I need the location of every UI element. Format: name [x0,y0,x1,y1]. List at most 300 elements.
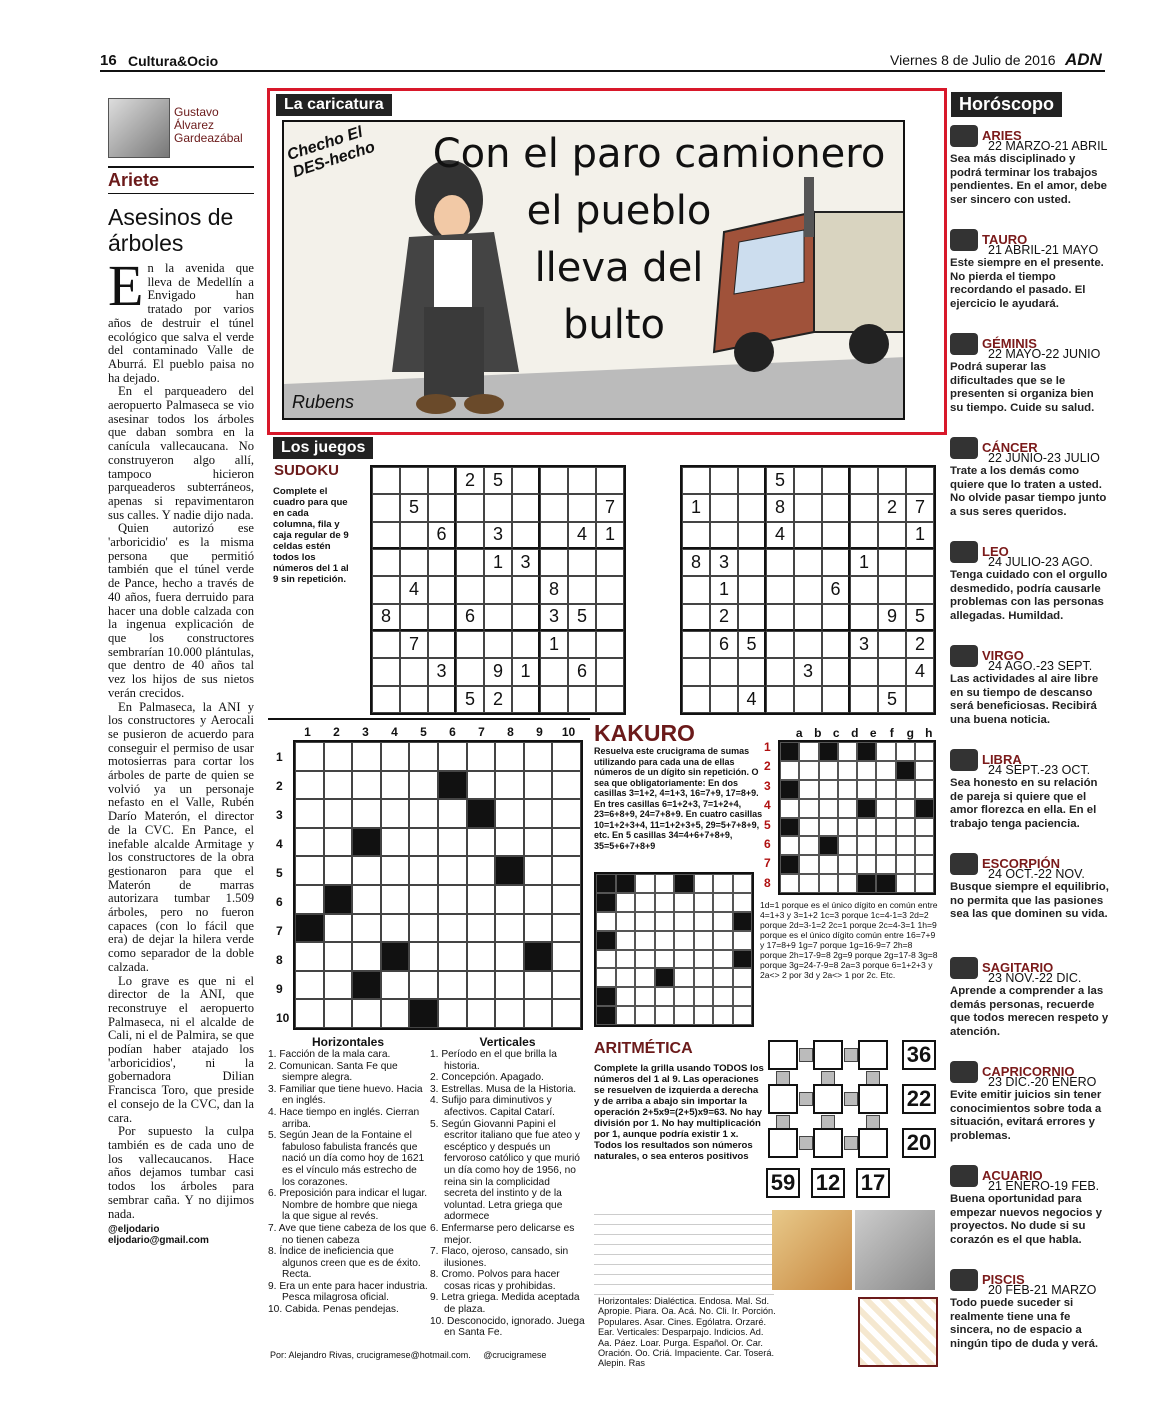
sudoku-cell[interactable] [794,467,822,494]
kakuro-cell[interactable] [713,950,733,969]
sudoku-cell[interactable] [456,631,484,658]
sudoku-cell[interactable] [400,549,428,576]
sudoku-cell[interactable]: 1 [850,549,878,576]
author-twitter[interactable]: @eljodario [108,1224,160,1236]
sudoku-cell[interactable]: 6 [568,658,596,685]
crossword-cell[interactable] [381,828,410,857]
aritmetica-cell[interactable] [813,1040,843,1070]
crossword-cell[interactable] [295,971,324,1000]
aritmetica-cell[interactable] [813,1084,843,1114]
kakuro-cell[interactable] [635,1006,655,1025]
sudoku-cell[interactable] [822,467,850,494]
sudoku-cell[interactable] [766,658,794,685]
sudoku-cell[interactable] [682,467,710,494]
sudoku-cell[interactable] [822,604,850,631]
sudoku-cell[interactable]: 1 [906,522,934,549]
aritmetica-cell[interactable] [813,1128,843,1158]
sudoku-cell[interactable]: 1 [682,494,710,521]
crossword-cell[interactable] [438,856,467,885]
sudoku-cell[interactable]: 2 [484,686,512,713]
sudoku-cell[interactable]: 5 [400,494,428,521]
kakuro-cell[interactable] [713,987,733,1006]
sudoku-cell[interactable] [710,494,738,521]
crossword-cell[interactable] [438,799,467,828]
kakuro-cell[interactable] [674,893,694,912]
sudoku-cell[interactable] [596,549,624,576]
sudoku-cell[interactable]: 3 [484,522,512,549]
kakuro-cell[interactable] [694,874,714,893]
sudoku-cell[interactable]: 8 [540,576,568,603]
sudoku-cell[interactable]: 7 [596,494,624,521]
kakuro-cell[interactable] [694,987,714,1006]
crossword-cell[interactable] [467,914,496,943]
crossword-cell[interactable] [324,914,353,943]
crossword-cell[interactable] [524,828,553,857]
sudoku-cell[interactable] [878,467,906,494]
sudoku-cell[interactable]: 2 [710,604,738,631]
kakuro-cell[interactable] [819,874,838,893]
sudoku-cell[interactable] [738,522,766,549]
crossword-cell[interactable] [495,914,524,943]
crossword-cell[interactable] [495,885,524,914]
sudoku-cell[interactable] [850,467,878,494]
kakuro-cell[interactable] [876,855,895,874]
sudoku-cell[interactable] [850,604,878,631]
sudoku-cell[interactable] [794,604,822,631]
kakuro-cell[interactable] [876,780,895,799]
crossword-cell[interactable] [324,742,353,771]
crossword-cell[interactable] [409,771,438,800]
sudoku-cell[interactable] [906,686,934,713]
kakuro-cell[interactable] [635,912,655,931]
crossword-cell[interactable] [524,799,553,828]
kakuro-cell[interactable] [838,818,857,837]
sudoku-cell[interactable] [400,658,428,685]
sudoku-cell[interactable] [568,549,596,576]
kakuro-cell[interactable] [915,742,934,761]
sudoku-cell[interactable] [878,658,906,685]
sudoku-cell[interactable]: 4 [400,576,428,603]
crossword-cell[interactable] [295,885,324,914]
aritmetica-cell[interactable] [858,1128,888,1158]
kakuro-cell[interactable] [616,893,636,912]
sudoku-cell[interactable]: 5 [484,467,512,494]
crossword-cell[interactable] [524,742,553,771]
crossword-cell[interactable] [524,771,553,800]
sudoku-cell[interactable] [738,658,766,685]
kakuro-cell[interactable] [857,780,876,799]
kakuro-cell[interactable] [616,987,636,1006]
kakuro-cell[interactable] [655,1006,675,1025]
kakuro-cell[interactable] [674,950,694,969]
sudoku-cell[interactable] [372,658,400,685]
sudoku-cell[interactable] [400,522,428,549]
crossword-cell[interactable] [438,828,467,857]
sudoku-cell[interactable] [484,576,512,603]
crossword-cell[interactable] [438,885,467,914]
sudoku-cell[interactable] [794,494,822,521]
sudoku-cell[interactable] [822,631,850,658]
sudoku-cell[interactable] [710,658,738,685]
sudoku-cell[interactable] [456,658,484,685]
kakuro-cell[interactable] [915,818,934,837]
sudoku-cell[interactable] [822,549,850,576]
kakuro-cell[interactable] [713,893,733,912]
sudoku-cell[interactable] [794,549,822,576]
sudoku-cell[interactable] [766,604,794,631]
sudoku-cell[interactable] [682,522,710,549]
crossword-cell[interactable] [552,828,581,857]
sudoku-cell[interactable]: 3 [428,658,456,685]
kakuro-cell[interactable] [876,836,895,855]
sudoku-cell[interactable]: 5 [456,686,484,713]
sudoku-cell[interactable] [540,467,568,494]
kakuro-cell[interactable] [838,855,857,874]
sudoku-cell[interactable] [568,467,596,494]
sudoku-cell[interactable] [878,631,906,658]
kakuro-cell[interactable] [799,761,818,780]
crossword-cell[interactable] [324,999,353,1028]
sudoku-cell[interactable]: 5 [906,604,934,631]
sudoku-cell[interactable] [822,686,850,713]
crossword-cell[interactable] [381,742,410,771]
sudoku-cell[interactable] [596,467,624,494]
aritmetica-cell[interactable] [858,1040,888,1070]
kakuro-cell[interactable] [780,799,799,818]
sudoku-cell[interactable] [428,631,456,658]
crossword-cell[interactable] [324,971,353,1000]
sudoku-cell[interactable] [766,631,794,658]
sudoku-cell[interactable] [682,658,710,685]
kakuro-cell[interactable] [819,799,838,818]
sudoku-cell[interactable] [428,467,456,494]
sudoku-cell[interactable] [512,494,540,521]
sudoku-cell[interactable] [682,604,710,631]
kakuro-cell[interactable] [674,912,694,931]
sudoku-cell[interactable]: 4 [738,686,766,713]
sudoku-cell[interactable] [794,522,822,549]
crossword-cell[interactable] [438,914,467,943]
kakuro-cell[interactable] [616,912,636,931]
kakuro-cell[interactable] [616,931,636,950]
kakuro-cell[interactable] [694,1006,714,1025]
sudoku-cell[interactable] [372,631,400,658]
crossword-cell[interactable] [467,856,496,885]
crossword-cell[interactable] [381,885,410,914]
crossword-cell[interactable] [352,942,381,971]
sudoku-cell[interactable]: 2 [456,467,484,494]
kakuro-cell[interactable] [596,968,616,987]
crossword-cell[interactable] [467,771,496,800]
crossword-cell[interactable] [381,999,410,1028]
crossword-cell[interactable] [409,971,438,1000]
kakuro-cell[interactable] [780,836,799,855]
kakuro-cell[interactable] [616,950,636,969]
kakuro-cell[interactable] [733,893,753,912]
kakuro-cell[interactable] [876,799,895,818]
sudoku-cell[interactable] [372,576,400,603]
sudoku-cell[interactable] [568,686,596,713]
sudoku-cell[interactable] [540,686,568,713]
kakuro-cell[interactable] [635,968,655,987]
sudoku-cell[interactable]: 3 [540,604,568,631]
sudoku-cell[interactable] [878,576,906,603]
sudoku-cell[interactable] [850,686,878,713]
sudoku-cell[interactable] [710,467,738,494]
author-email[interactable]: eljodario@gmail.com [108,1235,209,1247]
sudoku-cell[interactable] [596,686,624,713]
sudoku-cell[interactable]: 1 [484,549,512,576]
kakuro-cell[interactable] [780,761,799,780]
sudoku-cell[interactable]: 5 [568,604,596,631]
sudoku-cell[interactable] [512,576,540,603]
aritmetica-cell[interactable] [768,1128,798,1158]
crossword-cell[interactable] [552,971,581,1000]
sudoku-cell[interactable] [710,522,738,549]
crossword-cell[interactable] [552,799,581,828]
crossword-cell[interactable] [409,914,438,943]
kakuro-cell[interactable] [635,874,655,893]
kakuro-cell[interactable] [674,931,694,950]
sudoku-cell[interactable] [850,576,878,603]
sudoku-cell[interactable] [456,522,484,549]
crossword-cell[interactable] [552,742,581,771]
kakuro-cell[interactable] [915,855,934,874]
kakuro-cell[interactable] [838,799,857,818]
sudoku-cell[interactable] [484,604,512,631]
kakuro-cell[interactable] [674,1006,694,1025]
sudoku-cell[interactable]: 5 [738,631,766,658]
kakuro-cell[interactable] [655,950,675,969]
sudoku-cell[interactable] [400,604,428,631]
credit-handle[interactable]: @crucigramese [483,1350,547,1360]
sudoku-cell[interactable] [372,522,400,549]
kakuro-cell[interactable] [674,968,694,987]
crossword-cell[interactable] [495,971,524,1000]
kakuro-cell[interactable] [694,968,714,987]
sudoku-cell[interactable] [428,686,456,713]
sudoku-cell[interactable] [428,494,456,521]
kakuro-cell[interactable] [915,761,934,780]
kakuro-cell[interactable] [780,874,799,893]
sudoku-cell[interactable]: 8 [682,549,710,576]
sudoku-cell[interactable] [428,604,456,631]
crossword-cell[interactable] [467,971,496,1000]
crossword-cell[interactable] [438,742,467,771]
kakuro-cell[interactable] [799,799,818,818]
kakuro-cell[interactable] [616,1006,636,1025]
sudoku-cell[interactable] [794,631,822,658]
sudoku-cell[interactable] [596,604,624,631]
sudoku-cell[interactable] [822,658,850,685]
sudoku-cell[interactable] [906,549,934,576]
sudoku-cell[interactable]: 2 [906,631,934,658]
kakuro-cell[interactable] [596,950,616,969]
sudoku-cell[interactable]: 4 [568,522,596,549]
sudoku-cell[interactable] [456,549,484,576]
sudoku-cell[interactable]: 2 [878,494,906,521]
kakuro-cell[interactable] [915,780,934,799]
sudoku-cell[interactable]: 9 [878,604,906,631]
crossword-cell[interactable] [409,828,438,857]
crossword-cell[interactable] [381,971,410,1000]
kakuro-cell[interactable] [713,912,733,931]
kakuro-cell[interactable] [799,836,818,855]
sudoku-cell[interactable] [540,522,568,549]
kakuro-cell[interactable] [655,912,675,931]
crossword-cell[interactable] [524,856,553,885]
aritmetica-cell[interactable] [768,1084,798,1114]
sudoku-cell[interactable]: 3 [850,631,878,658]
crossword-cell[interactable] [295,799,324,828]
sudoku-cell[interactable] [400,467,428,494]
crossword-cell[interactable] [409,942,438,971]
crossword-cell[interactable] [324,856,353,885]
crossword-cell[interactable] [295,999,324,1028]
crossword-cell[interactable] [552,914,581,943]
crossword-cell[interactable] [438,999,467,1028]
sudoku-cell[interactable] [512,522,540,549]
sudoku-cell[interactable] [512,631,540,658]
kakuro-cell[interactable] [838,761,857,780]
crossword-cell[interactable] [524,999,553,1028]
crossword-cell[interactable] [381,799,410,828]
kakuro-cell[interactable] [596,912,616,931]
sudoku-cell[interactable] [906,576,934,603]
kakuro-cell[interactable] [713,874,733,893]
sudoku-cell[interactable] [682,576,710,603]
sudoku-cell[interactable]: 7 [906,494,934,521]
sudoku-cell[interactable] [372,686,400,713]
sudoku-cell[interactable] [906,467,934,494]
crossword-cell[interactable] [352,885,381,914]
crossword-cell[interactable] [352,799,381,828]
kakuro-cell[interactable] [713,1006,733,1025]
kakuro-cell[interactable] [799,780,818,799]
sudoku-cell[interactable] [850,494,878,521]
crossword-cell[interactable] [324,771,353,800]
sudoku-cell[interactable]: 9 [484,658,512,685]
sudoku-cell[interactable] [738,576,766,603]
sudoku-cell[interactable] [512,604,540,631]
sudoku-cell[interactable] [568,576,596,603]
kakuro-cell[interactable] [799,818,818,837]
sudoku-cell[interactable]: 1 [596,522,624,549]
kakuro-cell[interactable] [819,855,838,874]
crossword-cell[interactable] [295,771,324,800]
sudoku-cell[interactable]: 6 [428,522,456,549]
sudoku-cell[interactable] [738,494,766,521]
crossword-cell[interactable] [409,742,438,771]
sudoku-cell[interactable] [766,576,794,603]
sudoku-cell[interactable] [738,549,766,576]
crossword-cell[interactable] [467,742,496,771]
kakuro-cell[interactable] [896,799,915,818]
crossword-cell[interactable] [552,885,581,914]
kakuro-cell[interactable] [733,1006,753,1025]
sudoku-cell[interactable]: 5 [878,686,906,713]
kakuro-cell[interactable] [857,818,876,837]
sudoku-cell[interactable] [682,631,710,658]
crossword-cell[interactable] [381,771,410,800]
kakuro-cell[interactable] [635,950,655,969]
kakuro-cell[interactable] [799,874,818,893]
sudoku-cell[interactable]: 3 [794,658,822,685]
sudoku-cell[interactable] [822,494,850,521]
sudoku-cell[interactable]: 6 [822,576,850,603]
crossword-cell[interactable] [381,914,410,943]
crossword-cell[interactable] [295,856,324,885]
kakuro-cell[interactable] [733,968,753,987]
sudoku-cell[interactable] [682,686,710,713]
sudoku-cell[interactable]: 8 [766,494,794,521]
sudoku-cell[interactable] [794,576,822,603]
sudoku-cell[interactable]: 4 [766,522,794,549]
kakuro-cell[interactable] [915,836,934,855]
crossword-cell[interactable] [467,828,496,857]
crossword-cell[interactable] [438,971,467,1000]
sudoku-cell[interactable] [428,576,456,603]
sudoku-cell[interactable] [878,522,906,549]
crossword-cell[interactable] [495,742,524,771]
kakuro-cell[interactable] [799,742,818,761]
sudoku-cell[interactable] [372,467,400,494]
kakuro-cell[interactable] [694,893,714,912]
crossword-cell[interactable] [467,942,496,971]
crossword-cell[interactable] [295,828,324,857]
crossword-cell[interactable] [409,799,438,828]
crossword-cell[interactable] [324,828,353,857]
crossword-cell[interactable] [409,885,438,914]
crossword-cell[interactable] [467,885,496,914]
kakuro-cell[interactable] [635,931,655,950]
sudoku-cell[interactable]: 3 [710,549,738,576]
sudoku-cell[interactable]: 3 [512,549,540,576]
kakuro-cell[interactable] [896,874,915,893]
sudoku-cell[interactable] [766,549,794,576]
kakuro-cell[interactable] [838,780,857,799]
crossword-cell[interactable] [495,799,524,828]
sudoku-cell[interactable] [710,686,738,713]
sudoku-cell[interactable] [794,686,822,713]
kakuro-cell[interactable] [616,968,636,987]
kakuro-cell[interactable] [876,761,895,780]
kakuro-cell[interactable] [674,987,694,1006]
sudoku-cell[interactable] [738,467,766,494]
kakuro-cell[interactable] [896,742,915,761]
crossword-cell[interactable] [352,742,381,771]
sudoku-cell[interactable] [456,494,484,521]
sudoku-cell[interactable] [822,522,850,549]
aritmetica-cell[interactable] [768,1040,798,1070]
sudoku-cell[interactable] [568,631,596,658]
crossword-cell[interactable] [524,971,553,1000]
crossword-cell[interactable] [381,856,410,885]
sudoku-cell[interactable]: 6 [456,604,484,631]
kakuro-cell[interactable] [915,874,934,893]
sudoku-cell[interactable] [512,467,540,494]
kakuro-cell[interactable] [635,987,655,1006]
sudoku-cell[interactable] [596,658,624,685]
sudoku-cell[interactable] [850,658,878,685]
sudoku-cell[interactable]: 6 [710,631,738,658]
kakuro-cell[interactable] [819,761,838,780]
crossword-cell[interactable] [324,799,353,828]
kakuro-cell[interactable] [733,874,753,893]
sudoku-cell[interactable]: 1 [710,576,738,603]
kakuro-cell[interactable] [857,855,876,874]
kakuro-cell[interactable] [694,950,714,969]
